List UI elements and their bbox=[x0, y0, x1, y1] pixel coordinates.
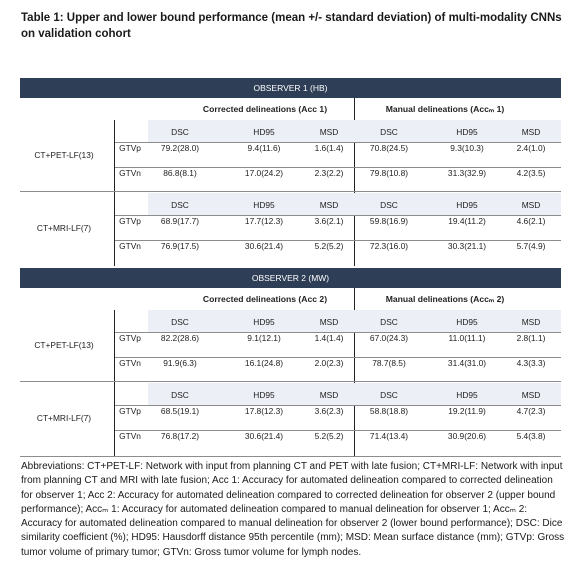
metric-header-band bbox=[148, 383, 561, 405]
table-cell: 1.4(1.4) bbox=[314, 333, 344, 343]
metric-header: DSC bbox=[380, 317, 398, 327]
model-label: CT+PET-LF(13) bbox=[34, 150, 94, 160]
table-cell: 68.9(17.7) bbox=[160, 216, 200, 226]
metric-header: MSD bbox=[521, 390, 541, 400]
metric-header: DSC bbox=[171, 390, 189, 400]
table-cell: 91.9(6.3) bbox=[163, 358, 197, 368]
metric-header: HD95 bbox=[253, 390, 275, 400]
table-cell: 76.9(17.5) bbox=[160, 241, 200, 251]
metric-header: DSC bbox=[171, 200, 189, 210]
table-cell: 59.8(16.9) bbox=[369, 216, 409, 226]
row-divider bbox=[20, 381, 561, 382]
table-cell: 4.6(2.1) bbox=[516, 216, 546, 226]
metric-header: HD95 bbox=[253, 317, 275, 327]
table-cell: 17.7(12.3) bbox=[244, 216, 284, 226]
table-cell: 79.2(28.0) bbox=[160, 143, 200, 153]
target-label: GTVn bbox=[119, 358, 141, 368]
target-label: GTVn bbox=[119, 241, 141, 251]
target-label: GTVn bbox=[119, 168, 141, 178]
table-cell: 9.1(12.1) bbox=[247, 333, 281, 343]
table-cell: 31.4(31.0) bbox=[447, 358, 487, 368]
table-cell: 16.1(24.8) bbox=[244, 358, 284, 368]
model-label: CT+MRI-LF(7) bbox=[36, 413, 92, 423]
metric-header: MSD bbox=[319, 317, 339, 327]
metric-header-band bbox=[148, 120, 561, 142]
table-cell: 4.3(3.3) bbox=[516, 358, 546, 368]
model-label: CT+PET-LF(13) bbox=[34, 340, 94, 350]
table-cell: 5.2(5.2) bbox=[314, 431, 344, 441]
table-cell: 2.4(1.0) bbox=[516, 143, 546, 153]
table-cell: 71.4(13.4) bbox=[369, 431, 409, 441]
table-cell: 72.3(16.0) bbox=[369, 241, 409, 251]
table-bottom-border bbox=[20, 456, 561, 457]
metric-header: DSC bbox=[380, 200, 398, 210]
table-cell: 11.0(11.1) bbox=[448, 333, 486, 343]
row-divider bbox=[20, 191, 561, 192]
table-cell: 3.6(2.1) bbox=[314, 216, 344, 226]
observer-header: OBSERVER 2 (MW) bbox=[20, 268, 561, 288]
table-cell: 9.4(11.6) bbox=[247, 143, 281, 153]
footnote-text: Abbreviations: CT+PET-LF: Network with input from planning CT and PET with late fusion; CT+MRI-LF: Network with input from planning CT and MRI with late fusion; Acc 1: Accuracy for automated delineation compared to corrected delineation for observer 1; Acc 2: Accuracy for automated delineation compared to corrected delineation for observer 2 (upper bound performance); Accₘ 1: Accuracy for automated delineation compared to manual delineation for observer 1; Accₘ 2: Accuracy for automated delineation compared to manual delineation for observer 2 (lower bound performance); DSC: Dice similarity coefficient (%); HD95: Hausdorff distance 95th percentile (mm); MSD: Mean surface distance (mm); GTVp: Gross tumor volume of primary tumor; GTVn: Gross tumor volume for lymph nodes. bbox=[21, 461, 565, 558]
table-cell: 86.8(8.1) bbox=[163, 168, 197, 178]
table-cell: 1.6(1.4) bbox=[314, 143, 344, 153]
table-cell: 2.0(2.3) bbox=[314, 358, 344, 368]
table-cell: 78.7(8.5) bbox=[372, 358, 406, 368]
target-label: GTVp bbox=[119, 216, 141, 226]
metric-header: HD95 bbox=[253, 200, 275, 210]
table-cell: 2.3(2.2) bbox=[314, 168, 344, 178]
table-cell: 79.8(10.8) bbox=[369, 168, 409, 178]
table-cell: 30.6(21.4) bbox=[244, 431, 284, 441]
table-cell: 68.5(19.1) bbox=[160, 406, 200, 416]
table-cell: 30.9(20.6) bbox=[447, 431, 487, 441]
table-cell: 17.8(12.3) bbox=[244, 406, 284, 416]
metric-header: HD95 bbox=[456, 200, 478, 210]
group-header-manual: Manual delineations (Accₘ 2) bbox=[385, 294, 505, 304]
group-header-corrected: Corrected delineations (Acc 1) bbox=[202, 104, 328, 114]
metric-header: DSC bbox=[171, 317, 189, 327]
metric-header: DSC bbox=[380, 390, 398, 400]
metric-header: MSD bbox=[521, 127, 541, 137]
group-header-manual: Manual delineations (Accₘ 1) bbox=[385, 104, 505, 114]
metric-header: MSD bbox=[521, 317, 541, 327]
table-title: Table 1: Upper and lower bound performance (mean +/- standard deviation) of multi-modality CNNs on validation cohort bbox=[21, 12, 562, 40]
target-label: GTVp bbox=[119, 333, 141, 343]
table-cell: 30.6(21.4) bbox=[244, 241, 284, 251]
table-cell: 70.8(24.5) bbox=[369, 143, 409, 153]
metric-header-band bbox=[148, 310, 561, 332]
group-header-corrected: Corrected delineations (Acc 2) bbox=[202, 294, 328, 304]
metric-header: HD95 bbox=[456, 390, 478, 400]
table-cell: 76.8(17.2) bbox=[160, 431, 200, 441]
table-cell: 5.2(5.2) bbox=[314, 241, 344, 251]
metric-header: MSD bbox=[319, 200, 339, 210]
table-cell: 3.6(2.3) bbox=[314, 406, 344, 416]
table-cell: 67.0(24.3) bbox=[369, 333, 409, 343]
target-label: GTVp bbox=[119, 406, 141, 416]
table-cell: 17.0(24.2) bbox=[244, 168, 284, 178]
table-cell: 5.4(3.8) bbox=[516, 431, 546, 441]
model-label: CT+MRI-LF(7) bbox=[36, 223, 92, 233]
metric-header: DSC bbox=[380, 127, 398, 137]
table-cell: 82.2(28.6) bbox=[160, 333, 200, 343]
metric-header: HD95 bbox=[253, 127, 275, 137]
table-cell: 9.3(10.3) bbox=[450, 143, 484, 153]
metric-header-band bbox=[148, 193, 561, 215]
table-cell: 31.3(32.9) bbox=[447, 168, 487, 178]
metric-header: MSD bbox=[319, 127, 339, 137]
table-cell: 19.2(11.9) bbox=[448, 406, 486, 416]
table-cell: 30.3(21.1) bbox=[447, 241, 487, 251]
metric-header: HD95 bbox=[456, 127, 478, 137]
table-cell: 58.8(18.8) bbox=[369, 406, 409, 416]
target-label: GTVn bbox=[119, 431, 141, 441]
metric-header: DSC bbox=[171, 127, 189, 137]
footnote bbox=[21, 460, 567, 560]
table-cell: 4.7(2.3) bbox=[516, 406, 546, 416]
table-cell: 5.7(4.9) bbox=[516, 241, 546, 251]
table-cell: 19.4(11.2) bbox=[448, 216, 486, 226]
table-cell: 2.8(1.1) bbox=[516, 333, 546, 343]
metric-header: MSD bbox=[319, 390, 339, 400]
observer-header: OBSERVER 1 (HB) bbox=[20, 78, 561, 98]
target-label: GTVp bbox=[119, 143, 141, 153]
table-cell: 4.2(3.5) bbox=[516, 168, 546, 178]
metric-header: MSD bbox=[521, 200, 541, 210]
metric-header: HD95 bbox=[456, 317, 478, 327]
